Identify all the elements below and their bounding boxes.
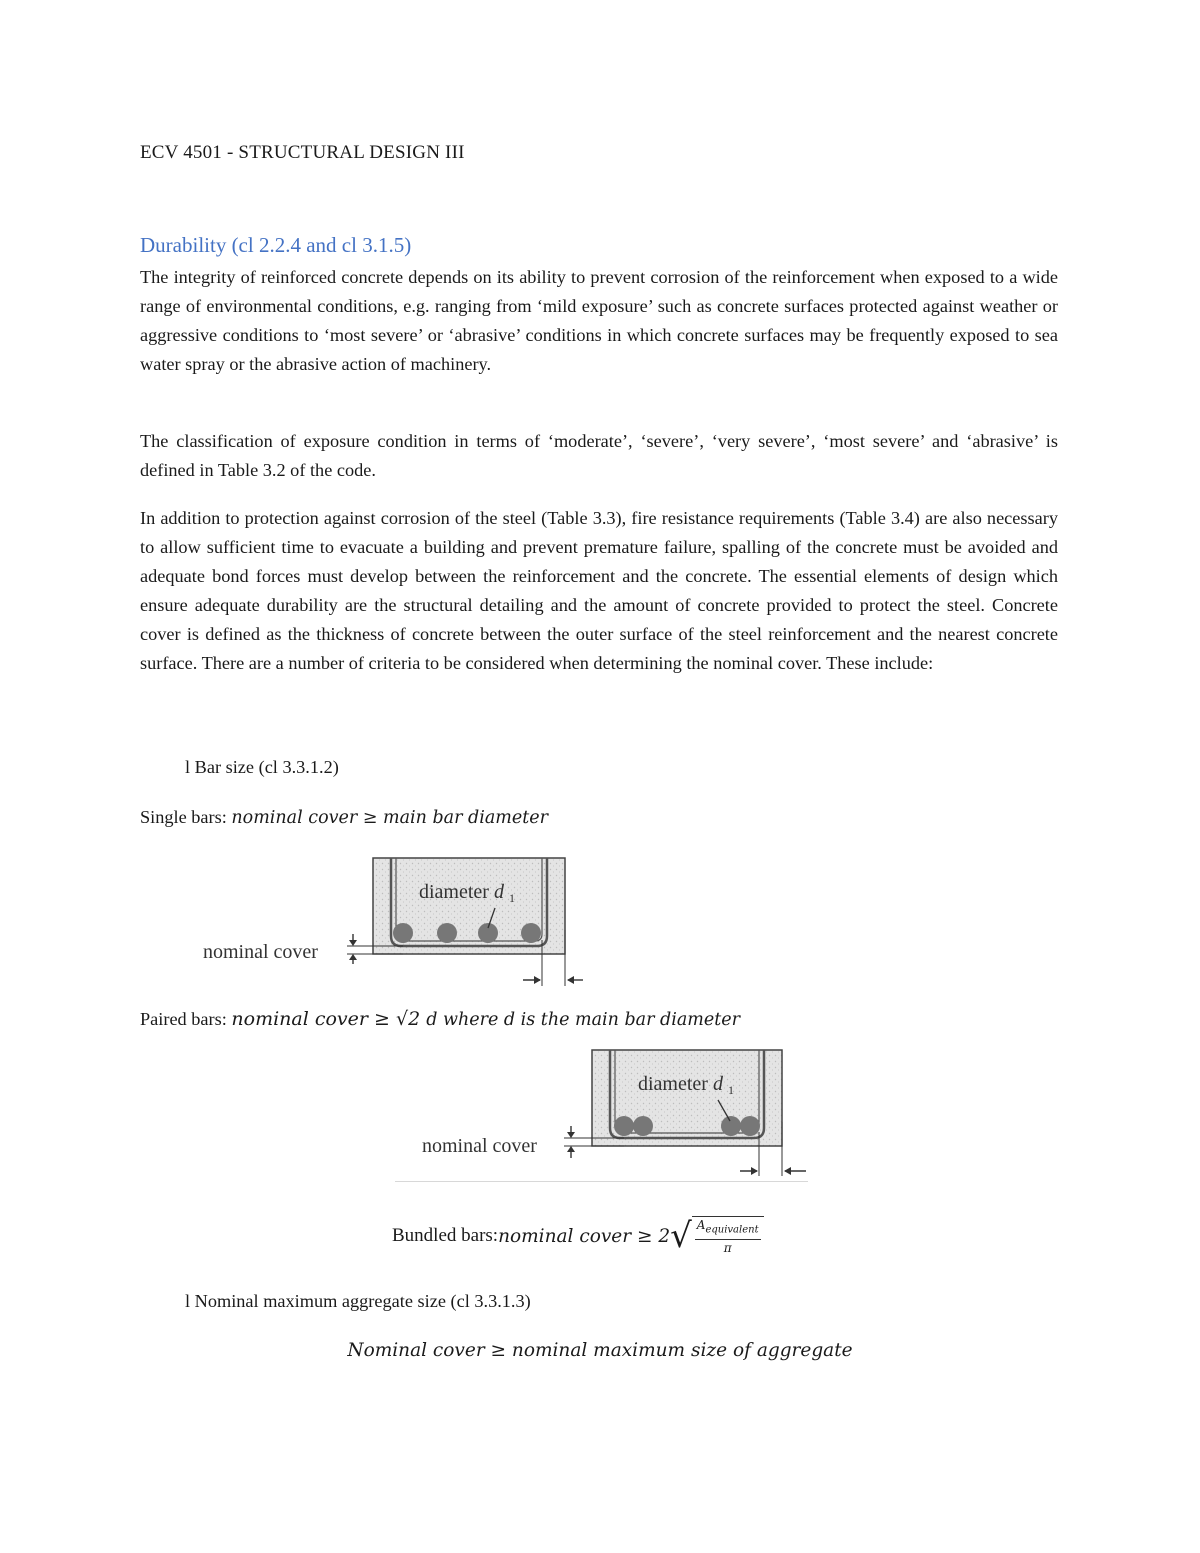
single-bars-figure	[195, 850, 595, 990]
main-bar	[740, 1116, 760, 1136]
main-bar	[721, 1116, 741, 1136]
main-bar	[614, 1116, 634, 1136]
section-heading: Durability (cl 2.2.4 and cl 3.1.5)	[140, 233, 412, 257]
paired-bars-formula-b: d where d is the main bar diameter	[426, 1010, 740, 1030]
paired-bars-formula-a: nominal cover ≥ √2	[231, 1008, 427, 1030]
bullet-aggregate-size: l Nominal maximum aggregate size (cl 3.3.1.3)	[185, 1291, 531, 1311]
figure-divider	[395, 1181, 808, 1182]
main-bar	[633, 1116, 653, 1136]
diameter-symbol: d	[712, 1073, 723, 1095]
single-bars-label: Single bars:	[140, 807, 232, 827]
bundled-bars-rule	[392, 1210, 764, 1262]
numerator-subscript: equivalent	[705, 1224, 759, 1236]
svg-text:diameter d 1	[419, 881, 515, 905]
paragraph-classification: The classification of exposure condition in terms of ‘moderate’, ‘severe’, ‘very severe’, ‘most severe’ and ‘abrasive’ is defined in Table 3.2 of the code.	[140, 431, 1058, 480]
main-bar	[393, 923, 413, 943]
main-bar	[437, 923, 457, 943]
bundled-bars-formula: nominal cover ≥ 2	[498, 1225, 671, 1247]
nominal-cover-label: nominal cover	[203, 941, 318, 963]
diameter-subscript: 1	[727, 1083, 734, 1097]
paired-bars-figure	[414, 1042, 814, 1182]
diameter-label: diameter	[638, 1073, 708, 1095]
paragraph-integrity: The integrity of reinforced concrete depends on its ability to prevent corrosion of the reinforcement when exposed to a wide range of environmental conditions, e.g. ranging from ‘mild exposure’ such as concrete surfaces protected against weather or aggressive conditions to ‘most severe’ or ‘abrasive’ conditions in which concrete surfaces may be frequently exposed to sea water spray or the abrasive action of machinery.	[140, 267, 1058, 374]
main-bar	[478, 923, 498, 943]
diameter-label: diameter	[419, 881, 489, 903]
bundled-fraction	[692, 1216, 764, 1255]
single-bars-rule	[140, 807, 548, 828]
aggregate-formula: Nominal cover ≥ nominal maximum size of aggregate	[347, 1340, 853, 1361]
numerator-symbol: A	[696, 1218, 706, 1233]
paragraph-protection: In addition to protection against corrosion of the steel (Table 3.3), fire resistance requirements (Table 3.4) are also necessary to allow sufficient time to evacuate a building and prevent premature failure, spalling of the concrete must be avoided and adequate bond forces must develop between the reinforcement and the concrete. The essential elements of design which ensure adequate durability are the structural detailing and the amount of concrete provided to protect the steel. Concrete cover is defined as the thickness of concrete between the outer surface of the steel reinforcement and the nearest concrete surface. There are a number of criteria to be considered when determining the nominal cover. These include:	[140, 508, 1058, 673]
fraction-denominator: π	[723, 1240, 732, 1255]
diameter-subscript: 1	[508, 891, 515, 905]
nominal-cover-label: nominal cover	[422, 1135, 537, 1157]
main-bar	[521, 923, 541, 943]
paired-bars-label: Paired bars:	[140, 1009, 232, 1029]
fraction-numerator	[695, 1217, 761, 1239]
document-title: ECV 4501 - STRUCTURAL DESIGN III	[140, 142, 465, 163]
sqrt-sign: √	[670, 1216, 692, 1256]
bullet-bar-size: l Bar size (cl 3.3.1.2)	[185, 757, 339, 777]
diameter-symbol: d	[493, 881, 504, 903]
svg-text:diameter d 1	[638, 1073, 734, 1097]
bundled-bars-label: Bundled bars:	[392, 1225, 499, 1246]
paired-bars-rule	[140, 1008, 740, 1030]
single-bars-formula: nominal cover ≥ main bar diameter	[231, 808, 548, 828]
